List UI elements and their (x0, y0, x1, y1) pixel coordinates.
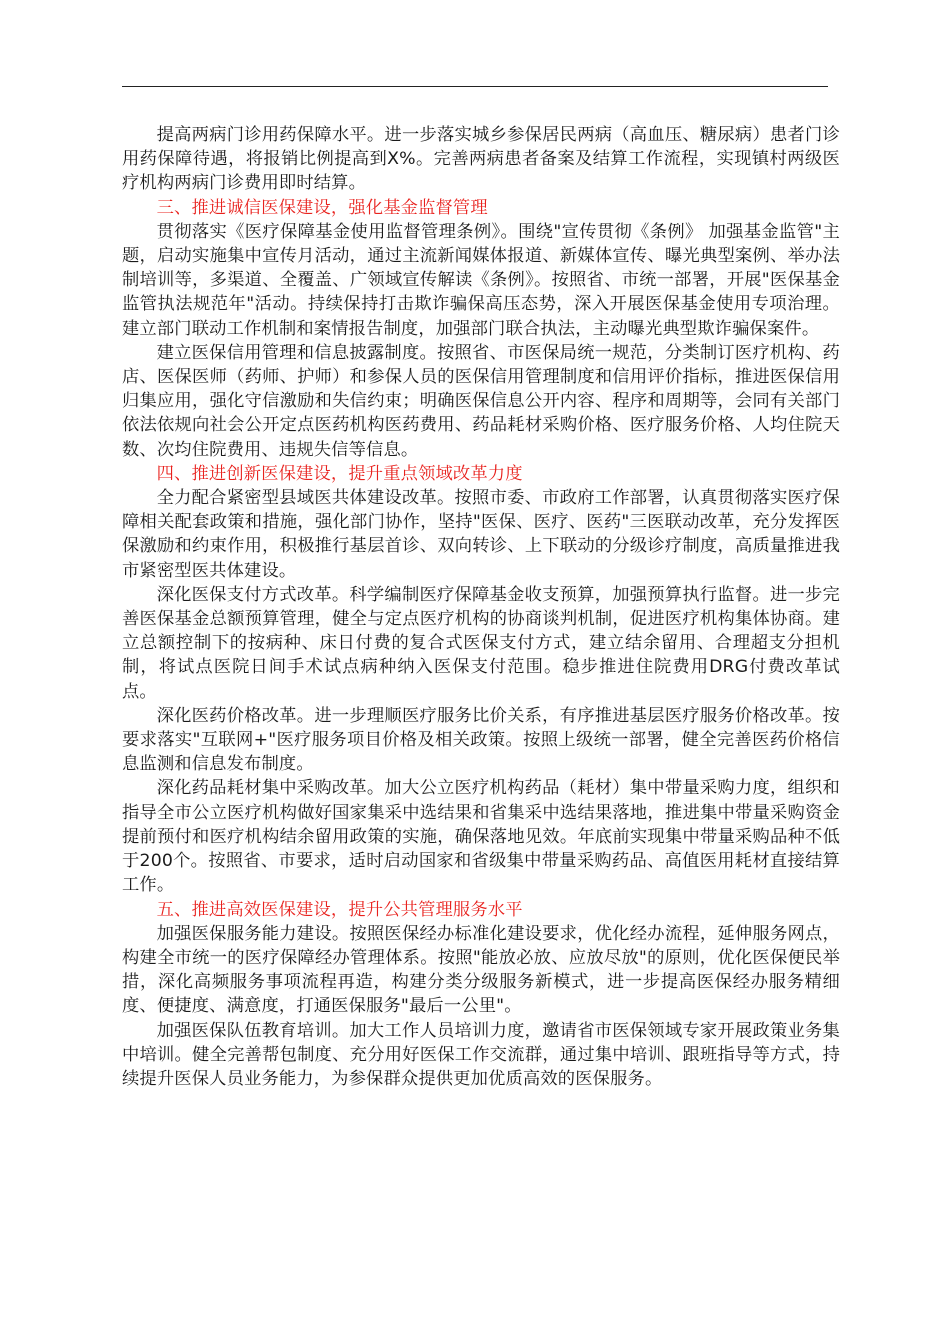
paragraph-medical-community: 全力配合紧密型县域医共体建设改革。按照市委、市政府工作部署，认真贯彻落实医疗保障相关配套政策和措施，强化部门协作，坚持"医保、医疗、医药"三医联动改革，充分发挥医保激励和约束作用，积极推行基层首诊、双向转诊、上下联动的分级诊疗制度，高质量推进我市紧密型医共体建设。 (122, 488, 840, 581)
header-rule (122, 86, 828, 87)
section-heading-4: 四、推进创新医保建设，提升重点领域改革力度 (156, 463, 523, 484)
paragraph-service-capacity: 加强医保服务能力建设。按照医保经办标准化建设要求，优化经办流程，延伸服务网点，构建全市统一的医疗保障经办管理体系。按照"能放必放、应放尽放"的原则，优化医保便民举措，深化高频服务事项流程再造，构建分类分级服务新模式，进一步提高医保经办服务精细度、便捷度、满意度，打通医保服务"最后一公里"。 (122, 923, 840, 1017)
paragraph-staff-training: 加强医保队伍教育培训。加大工作人员培训力度，邀请省市医保领域专家开展政策业务集中培训。健全完善帮包制度、充分用好医保工作交流群，通过集中培训、跟班指导等方式，持续提升医保人员业务能力，为参保群众提供更加优质高效的医保服务。 (122, 1020, 840, 1089)
paragraph-fund-regulation: 贯彻落实《医疗保障基金使用监督管理条例》。围绕"宣传贯彻《条例》 加强基金监管"主题，启动实施集中宣传月活动，通过主流新闻媒体报道、新媒体宣传、曝光典型案例、举办法制培训等，多渠道、全覆盖、广领域宣传解读《条例》。按照省、市统一部署，开展"医保基金监管执法规范年"活动。持续保持打击欺诈骗保高压态势，深入开展医保基金使用专项治理。建立部门联动工作机制和案情报告制度，加强部门联合执法，主动曝光典型欺诈骗保案件。 (122, 221, 840, 339)
section-heading-3: 三、推进诚信医保建设，强化基金监督管理 (156, 197, 488, 218)
document-body (122, 123, 840, 1091)
section-heading-5: 五、推进高效医保建设，提升公共管理服务水平 (156, 899, 523, 920)
paragraph-two-diseases: 提高两病门诊用药保障水平。进一步落实城乡参保居民两病（高血压、糖尿病）患者门诊用药保障待遇，将报销比例提高到X%。完善两病患者备案及结算工作流程，实现镇村两级医疗机构两病门诊费用即时结算。 (122, 125, 840, 194)
paragraph-payment-reform: 深化医保支付方式改革。科学编制医疗保障基金收支预算，加强预算执行监督。进一步完善医保基金总额预算管理，健全与定点医疗机构的协商谈判机制，促进医疗机构集体协商。建立总额控制下的按病种、床日付费的复合式医保支付方式，建立结余留用、合理超支分担机制，将试点医院日间手术试点病种纳入医保支付范围。稳步推进住院费用DRG付费改革试点。 (122, 584, 840, 702)
paragraph-credit-management: 建立医保信用管理和信息披露制度。按照省、市医保局统一规范，分类制订医疗机构、药店、医保医师（药师、护师）和参保人员的医保信用管理制度和信用评价指标，推进医保信用归集应用，强化守信激励和失信约束；明确医保信息公开内容、程序和周期等，会同有关部门依法依规向社会公开定点医药机构医药费用、药品耗材采购价格、医疗服务价格、人均住院天数、次均住院费用、违规失信等信息。 (122, 342, 840, 460)
paragraph-procurement-reform: 深化药品耗材集中采购改革。加大公立医疗机构药品（耗材）集中带量采购力度，组织和指导全市公立医疗机构做好国家集采中选结果和省集采中选结果落地，推进集中带量采购资金提前预付和医疗机构结余留用政策的实施，确保落地见效。年底前实现集中带量采购品种不低于200个。按照省、市要求，适时启动国家和省级集中带量采购药品、高值医用耗材直接结算工作。 (122, 778, 840, 896)
paragraph-price-reform: 深化医药价格改革。进一步理顺医疗服务比价关系，有序推进基层医疗服务价格改革。按要求落实"互联网+"医疗服务项目价格及相关政策。按照上级统一部署，健全完善医药价格信息监测和信息发布制度。 (122, 705, 840, 775)
